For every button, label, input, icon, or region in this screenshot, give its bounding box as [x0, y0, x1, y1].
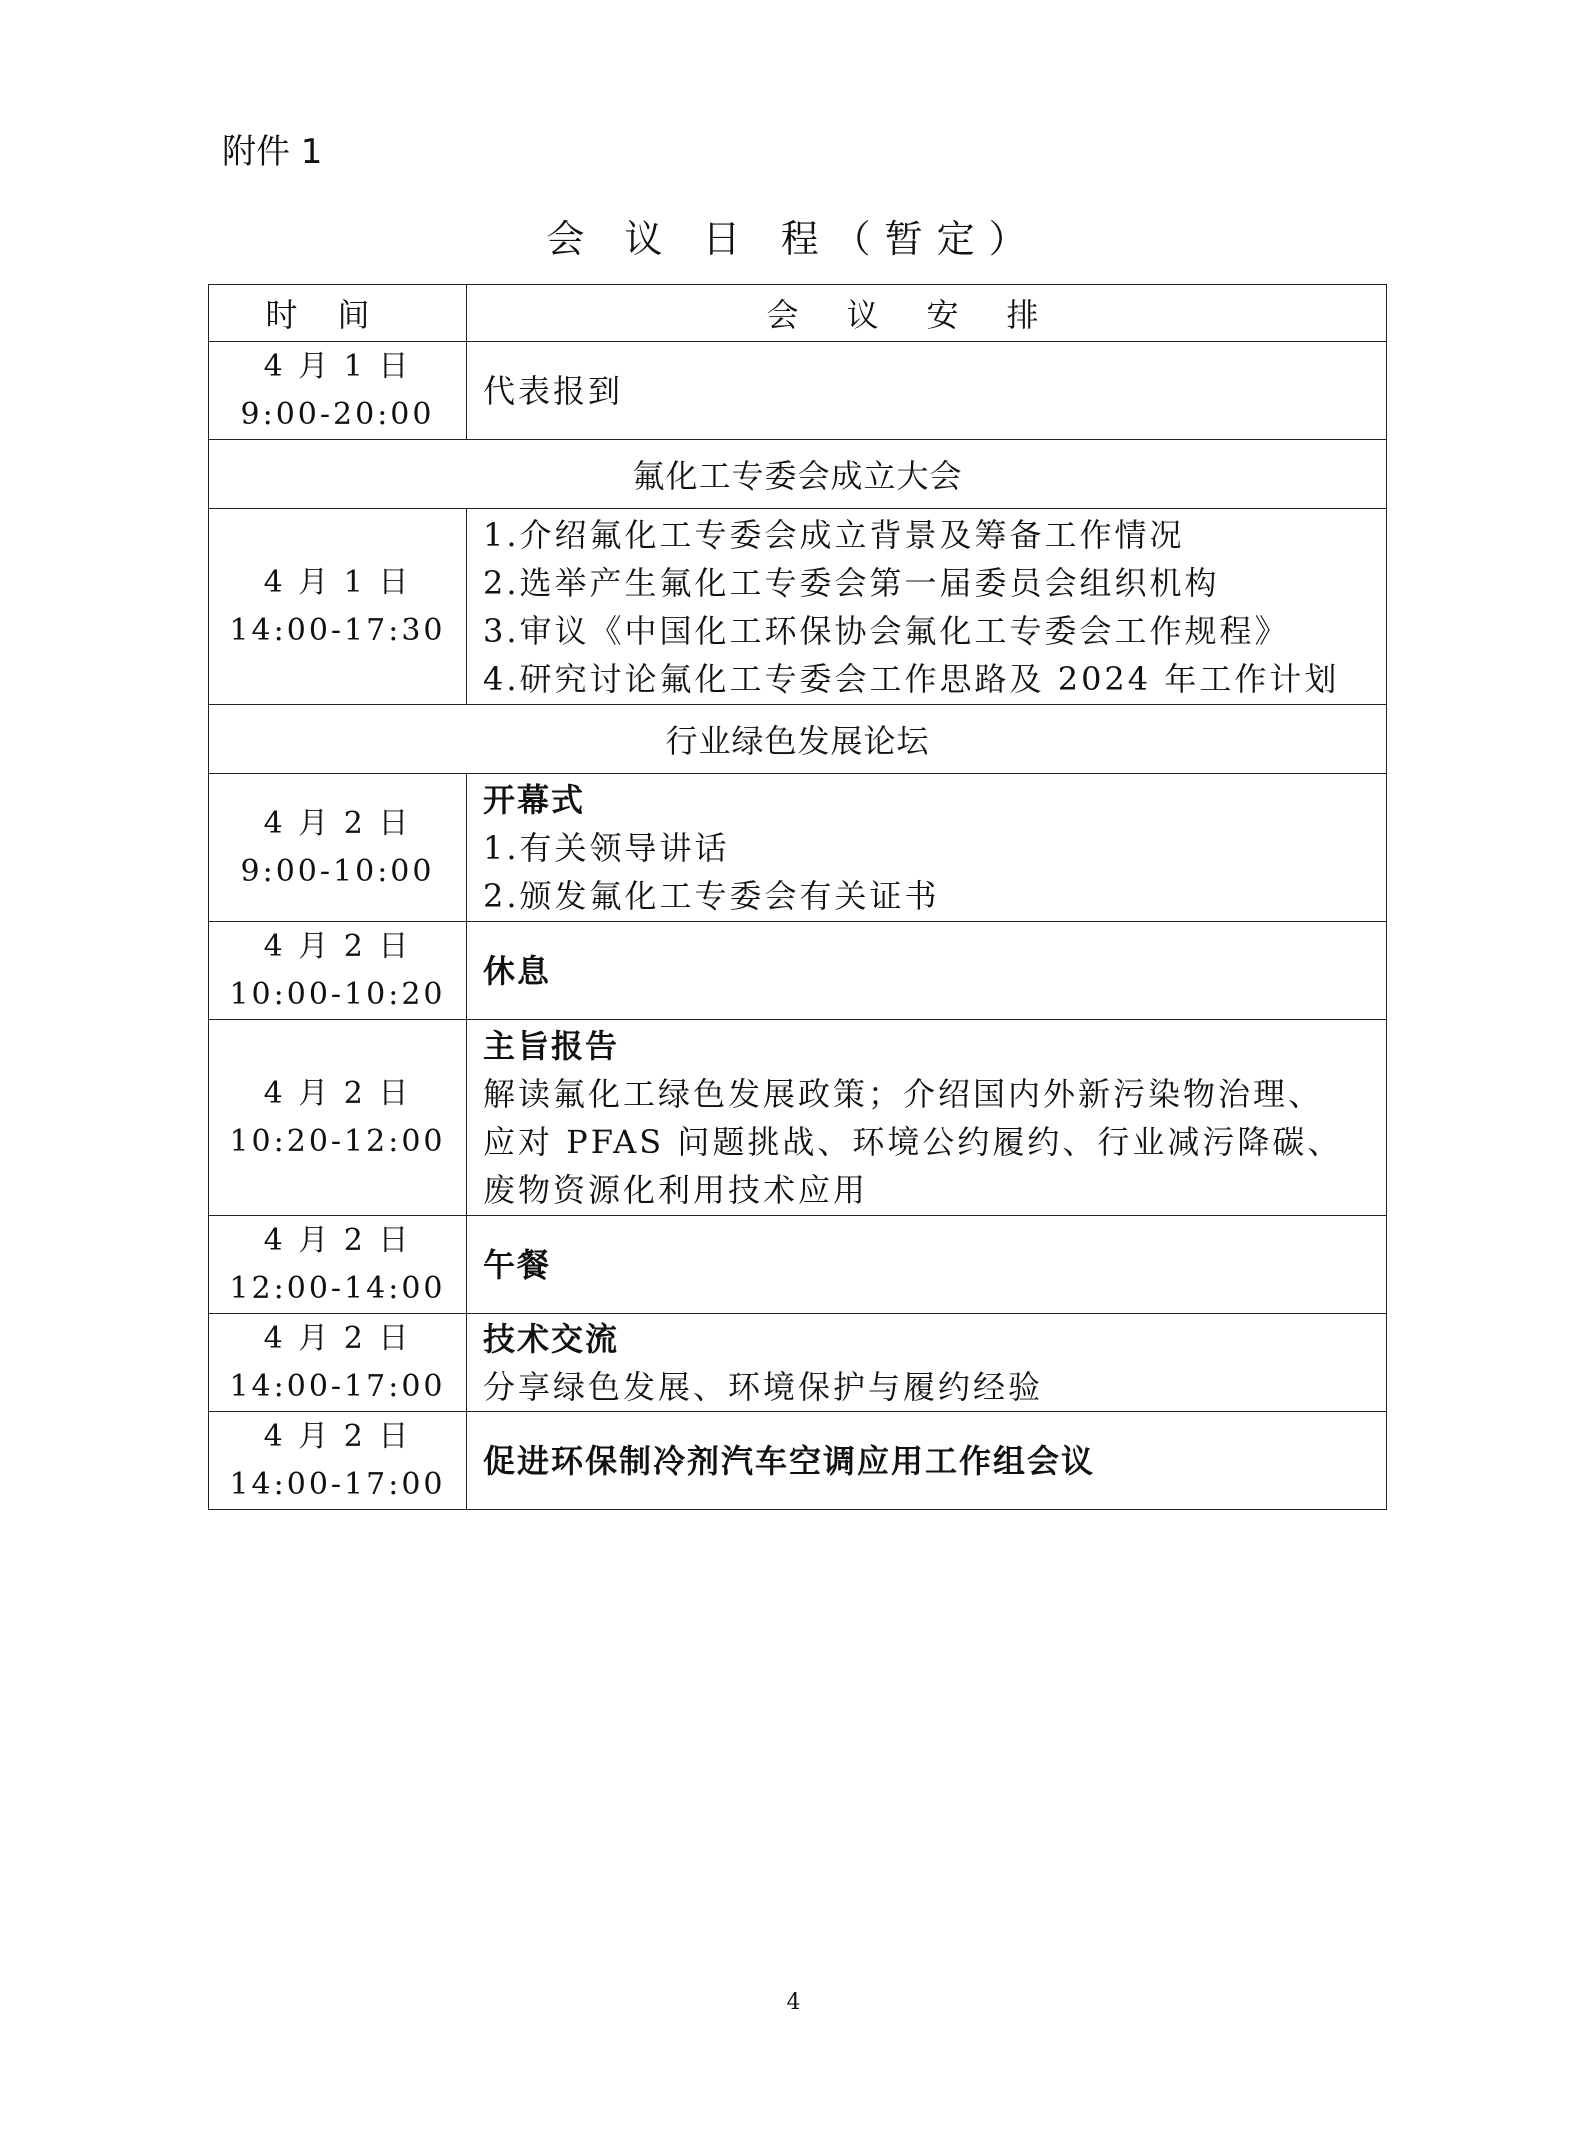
arrangement-cell — [467, 1020, 1387, 1216]
time-cell — [209, 1216, 467, 1314]
arrangement-heading: 开幕式 — [483, 780, 586, 819]
table-row — [209, 509, 1387, 705]
table-row — [209, 1412, 1387, 1510]
header-arrangement: 会议安排 — [467, 285, 1387, 342]
arrangement-cell — [467, 342, 1387, 440]
arrangement-heading: 主旨报告 — [483, 1026, 620, 1065]
arrangement-cell — [467, 509, 1387, 705]
arrangement-line: 分享绿色发展、环境保护与履约经验 — [483, 1367, 1044, 1406]
arrangement-line: 2.选举产生氟化工专委会第一届委员会组织机构 — [483, 563, 1220, 602]
time-text: 9:00-10:00 — [240, 853, 435, 889]
time-text: 12:00-14:00 — [229, 1270, 446, 1306]
attachment-label: 附件 1 — [222, 132, 323, 172]
table-row — [209, 1020, 1387, 1216]
schedule-table — [208, 284, 1387, 1510]
time-text: 10:00-10:20 — [229, 976, 446, 1012]
date-text: 4 月 1 日 — [263, 564, 412, 600]
table-row — [209, 1216, 1387, 1314]
time-cell — [209, 509, 467, 705]
arrangement-cell — [467, 774, 1387, 922]
arrangement-line: 解读氟化工绿色发展政策；介绍国内外新污染物治理、 — [483, 1074, 1324, 1113]
section-title: 氟化工专委会成立大会 — [209, 440, 1387, 509]
date-text: 4 月 2 日 — [263, 1075, 412, 1111]
arrangement-line: 2.颁发氟化工专委会有关证书 — [483, 876, 940, 915]
time-cell — [209, 1020, 467, 1216]
arrangement-line: 3.审议《中国化工环保协会氟化工专委会工作规程》 — [483, 611, 1290, 650]
arrangement-heading: 技术交流 — [483, 1319, 620, 1358]
section-row — [209, 705, 1387, 774]
arrangement-line: 废物资源化利用技术应用 — [483, 1170, 869, 1209]
time-cell — [209, 1314, 467, 1412]
arrangement-line: 代表报到 — [483, 371, 624, 410]
date-text: 4 月 2 日 — [263, 805, 412, 841]
date-text: 4 月 2 日 — [263, 1320, 412, 1356]
time-text: 14:00-17:00 — [229, 1368, 446, 1404]
date-text: 4 月 2 日 — [263, 1418, 412, 1454]
arrangement-line: 应对 PFAS 问题挑战、环境公约履约、行业减污降碳、 — [483, 1122, 1343, 1161]
time-text: 9:00-20:00 — [240, 396, 435, 432]
table-row — [209, 342, 1387, 440]
page-number: 4 — [786, 1990, 801, 2015]
arrangement-line: 4.研究讨论氟化工专委会工作思路及 2024 年工作计划 — [483, 659, 1340, 698]
header-row — [209, 285, 1387, 342]
time-text: 14:00-17:00 — [229, 1466, 446, 1502]
arrangement-heading: 休息 — [467, 922, 1387, 1020]
date-text: 4 月 1 日 — [263, 348, 412, 384]
arrangement-heading: 促进环保制冷剂汽车空调应用工作组会议 — [467, 1412, 1387, 1510]
arrangement-line: 1.有关领导讲话 — [483, 828, 730, 867]
arrangement-line: 1.介绍氟化工专委会成立背景及筹备工作情况 — [483, 515, 1185, 554]
time-cell — [209, 1412, 467, 1510]
time-cell — [209, 922, 467, 1020]
section-title: 行业绿色发展论坛 — [209, 705, 1387, 774]
arrangement-cell — [467, 1314, 1387, 1412]
table-row — [209, 774, 1387, 922]
time-cell — [209, 342, 467, 440]
document-title: 会 议 日 程（暂定） — [546, 217, 1041, 261]
date-text: 4 月 2 日 — [263, 1222, 412, 1258]
arrangement-heading: 午餐 — [467, 1216, 1387, 1314]
time-cell — [209, 774, 467, 922]
table-row — [209, 922, 1387, 1020]
date-text: 4 月 2 日 — [263, 928, 412, 964]
table-row — [209, 1314, 1387, 1412]
time-text: 10:20-12:00 — [229, 1123, 446, 1159]
section-row — [209, 440, 1387, 509]
time-text: 14:00-17:30 — [229, 612, 446, 648]
header-time: 时间 — [209, 285, 467, 342]
